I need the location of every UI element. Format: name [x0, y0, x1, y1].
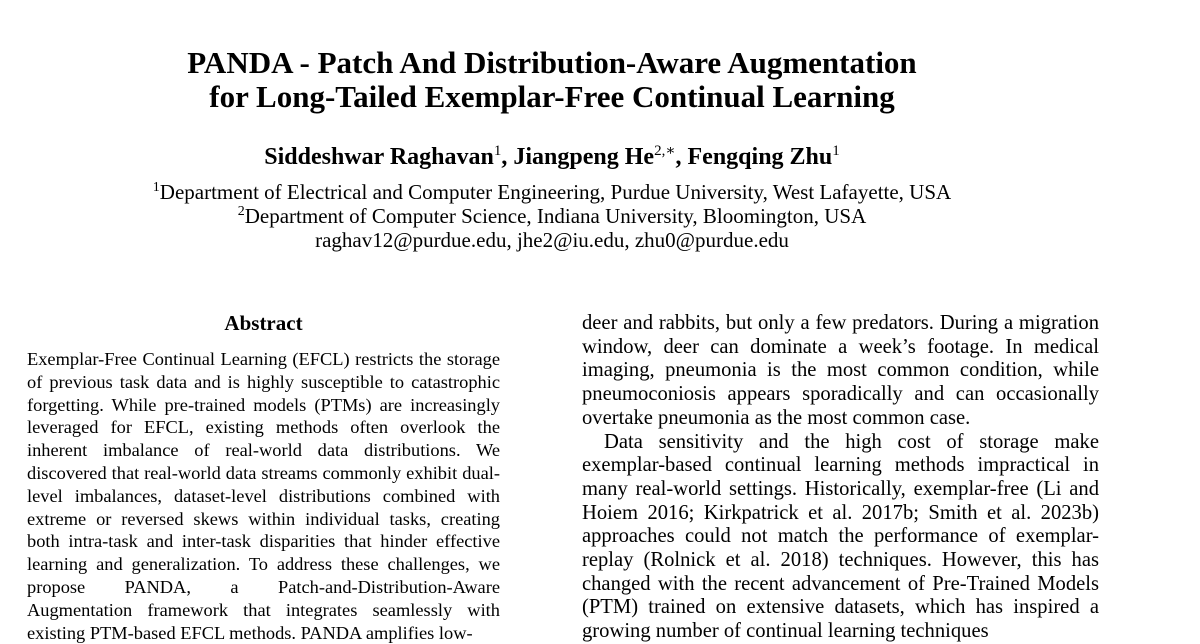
author-list	[0, 142, 1104, 172]
abstract-text: Exemplar-Free Continual Learning (EFCL) restricts the storage of previous task data and is highly susceptible to catastrophic forgetting. While pre-trained models (PTMs) are increasingly leveraged for EFCL, existing methods often overlook the inherent imbalance of real-world data distributions. We discovered that real-world data streams commonly exhibit dual-level imbalances, dataset-level distributions combined with extreme or reversed skews within individual tasks, creating both intra-task and inter-task disparities that hinder effective learning and generalization. To address these challenges, we propose PANDA, a Patch-and-Distribution-Aware Augmentation framework that integrates seamlessly with existing PTM-based EFCL methods. PANDA amplifies low-	[27, 349, 500, 643]
affiliation-mark: 2	[237, 204, 245, 219]
body-paragraph: Data sensitivity and the high cost of storage make exemplar-based continual learning methods impractical in many real-world settings. Historically, exemplar-free (Li and Hoiem 2016; Kirkpatrick et al. 2017b; Smith et al. 2023b) approaches could not match the performance of exemplar-replay (Rolnick et al. 2018) techniques. However, this has changed with the recent advancement of Pre-Trained Models (PTM) trained on extensive datasets, which has inspired a growing number of continual learning techniques	[582, 430, 1099, 643]
paper-title	[0, 46, 1104, 114]
author-separator: ,	[675, 144, 688, 170]
abstract-heading: Abstract	[224, 311, 303, 335]
title-line-2: for Long-Tailed Exemplar-Free Continual Learning	[209, 79, 895, 114]
author-name: Fengqing Zhu	[687, 144, 833, 170]
author-emails: raghav12@purdue.edu, jhe2@iu.edu, zhu0@purdue.edu	[315, 228, 789, 252]
left-column	[27, 310, 500, 644]
title-line-1: PANDA - Patch And Distribution-Aware Augmentation	[187, 45, 917, 80]
right-column	[582, 312, 1099, 644]
author-name: Siddeshwar Raghavan	[264, 144, 494, 170]
body-paragraph: deer and rabbits, but only a few predators. During a migration window, deer can dominate a week’s footage. In medical imaging, pneumonia is the most common condition, while pneumoconiosis appears sporadically and can occasionally overtake pneumonia as the most common case.	[582, 312, 1099, 429]
author-affiliation-mark: 2,∗	[654, 143, 676, 159]
author-affiliation-mark: 1	[832, 143, 840, 159]
affiliations	[0, 180, 1104, 252]
affiliation-line	[0, 204, 1104, 228]
affiliation-text: Department of Computer Science, Indiana University, Bloomington, USA	[244, 204, 867, 228]
author-affiliation-mark: 1	[493, 143, 502, 159]
author-separator: ,	[501, 144, 514, 170]
author-name: Jiangpeng He	[513, 144, 655, 170]
affiliation-mark: 1	[152, 180, 160, 195]
affiliation-text: Department of Electrical and Computer Engineering, Purdue University, West Lafayette, USA	[159, 180, 952, 204]
affiliation-line	[0, 180, 1104, 204]
